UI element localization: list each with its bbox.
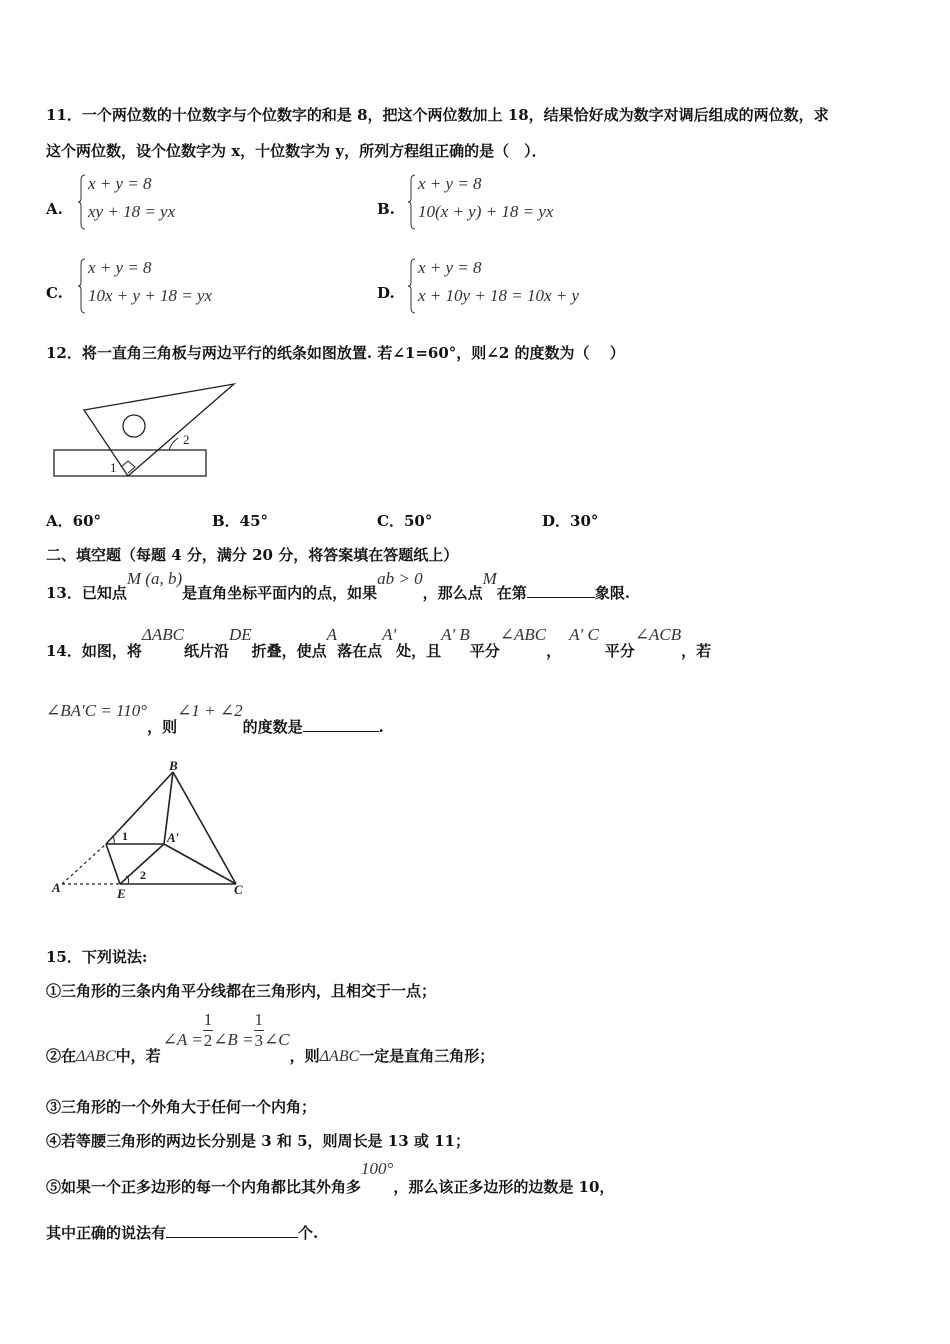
equation-2: 10x + y + 18 = yx [88, 286, 213, 305]
label-angle-2: 2 [140, 868, 146, 882]
q15-conclusion-text-2: 个. [298, 1224, 319, 1242]
q13-text-2: 是直角坐标平面内的点，如果 [182, 584, 378, 602]
q12-text: 12．将一直角三角板与两边平行的纸条如图放置. 若∠1=60°，则∠2 的度数为（ ） [46, 344, 625, 362]
brace-icon [408, 258, 416, 314]
label-angle-1: 1 [122, 829, 128, 843]
q13-text-5: 象限. [594, 584, 631, 602]
q14-text-7: ， [546, 642, 562, 660]
q15-s2-angle-c: ∠C [264, 1029, 290, 1049]
q12-option-a: A．60° [46, 512, 102, 530]
q14-a: A [326, 625, 338, 644]
q15-conclusion-text-1: 其中正确的说法有 [46, 1224, 167, 1242]
label-e: E [117, 886, 126, 901]
label-a: A [52, 880, 61, 895]
q15-s2-text-3: ，则 [289, 1046, 320, 1065]
q15-s5-text-1: ⑤如果一个正多边形的每一个内角都比其外角多 [46, 1178, 362, 1196]
q15-s2-angle-a: ∠A = [162, 1029, 203, 1049]
q14-line1 [46, 624, 711, 664]
label-b: B [169, 758, 178, 773]
q14-de: DE [228, 625, 252, 644]
q15-s2-fraction-third [254, 1010, 265, 1051]
q14-text-12: . [378, 718, 384, 736]
equation-1: x + y = 8 [418, 174, 482, 193]
q15-conclusion [46, 1222, 318, 1243]
q14-text-9: ，若 [681, 642, 712, 660]
equation-1: x + y = 8 [88, 258, 152, 277]
q14-answer-blank[interactable] [303, 717, 379, 732]
section-2-heading: 二、填空题（每题 4 分，满分 20 分，将答案填在答题纸上） [46, 546, 459, 564]
set-square [84, 384, 234, 476]
fraction-numerator: 1 [203, 1010, 213, 1029]
q11-option-b-label: B. [377, 200, 395, 218]
q14-figure [48, 758, 258, 904]
fraction-denominator: 2 [203, 1031, 213, 1050]
q12-figure [48, 378, 248, 483]
equation-2: 10(x + y) + 18 = yx [418, 202, 554, 221]
brace-icon [78, 258, 86, 314]
angle-1-label: 1 [110, 460, 117, 475]
q14-text-3: 折叠，使点 [251, 642, 327, 660]
q15-s5-angle: 100° [361, 1159, 394, 1178]
q14-angle-sum: ∠1 + ∠2 [177, 701, 243, 720]
q14-text-1: 14．如图，将 [46, 642, 142, 660]
brace-icon [408, 174, 416, 230]
q15-statement-2 [46, 1010, 495, 1065]
q14-angle-abc: ∠ABC [499, 625, 547, 644]
q14-text-4: 落在点 [337, 642, 383, 660]
q13-m: M [482, 569, 497, 588]
q13-text-1: 13．已知点 [46, 584, 127, 602]
q14-a-prime-b: A' B [441, 625, 470, 644]
equation-1: x + y = 8 [418, 258, 482, 277]
q14-text-11: 的度数是 [242, 718, 303, 736]
side-bd [106, 772, 173, 844]
equation-1: x + y = 8 [88, 174, 152, 193]
q12-option-d: D．30° [542, 512, 599, 530]
q15-s5-text-2: ，那么该正多边形的边数是 10， [393, 1178, 615, 1196]
q15-s2-fraction-half [203, 1010, 214, 1051]
set-square-hole [123, 415, 145, 437]
q15-answer-blank[interactable] [166, 1223, 298, 1238]
q13-answer-blank[interactable] [527, 583, 595, 598]
q12-option-c: C．50° [377, 512, 433, 530]
q14-text-8: 平分 [604, 642, 635, 660]
q14-line2 [46, 700, 384, 740]
q15-s2-text-2: 中，若 [115, 1046, 161, 1065]
q11-option-c-label: C. [46, 284, 63, 302]
brace-icon [78, 174, 86, 230]
q15-s2-text-1: ②在 [46, 1046, 77, 1065]
q14-text-6: 平分 [469, 642, 500, 660]
equation-2: xy + 18 = yx [88, 202, 176, 221]
q11-line1: 11．一个两位数的十位数字与个位数字的和是 8，把这个两位数加上 18，结果恰好成为数字对调后组成的两位数，求 [46, 106, 829, 124]
q15-s2-triangle-2: ΔABC [319, 1047, 360, 1065]
q15-statement-4: ④若等腰三角形的两边长分别是 3 和 5，则周长是 13 或 11； [46, 1132, 470, 1150]
q14-text-5: 处，且 [396, 642, 442, 660]
q14-a-prime-c: A' C [569, 625, 599, 644]
label-a-prime: A′ [167, 830, 180, 845]
fraction-numerator: 1 [254, 1010, 264, 1029]
q14-text-10: ，则 [147, 718, 178, 736]
q13 [46, 568, 630, 608]
q15-s2-text-4: 一定是直角三角形； [359, 1046, 495, 1065]
q15-statement-5 [46, 1158, 614, 1198]
q14-a-prime: A' [382, 625, 397, 644]
q15-statement-1: ①三角形的三条内角平分线都在三角形内，且相交于一点； [46, 982, 437, 1000]
q15-title: 15．下列说法: [46, 948, 148, 966]
label-c: C [234, 882, 243, 897]
q15-statement-3: ③三角形的一个外角大于任何一个内角； [46, 1098, 317, 1116]
fold-de [106, 844, 120, 884]
q14-text-2: 纸片沿 [183, 642, 229, 660]
q11-option-d-label: D. [377, 284, 395, 302]
q12-option-b: B．45° [212, 512, 269, 530]
q11-line2: 这个两位数，设个位数字为 x，十位数字为 y，所列方程组正确的是（ ）． [46, 142, 547, 160]
q15-s2-angle-b: ∠B = [213, 1029, 254, 1049]
q11-option-a-label: A. [46, 200, 63, 218]
fraction-denominator: 3 [254, 1031, 264, 1050]
q14-triangle: ΔABC [141, 625, 184, 644]
q15-s2-triangle-1: ΔABC [76, 1047, 116, 1065]
q13-condition: ab > 0 [377, 569, 423, 588]
q14-angle-acb: ∠ACB [634, 625, 682, 644]
dashed-ad [62, 844, 106, 884]
q13-text-4: 在第 [496, 584, 527, 602]
angle-2-label: 2 [183, 432, 190, 447]
q13-point-m: M (a, b) [126, 569, 183, 588]
equation-2: x + 10y + 18 = 10x + y [418, 286, 580, 305]
q14-given-angle: ∠BA′C = 110° [46, 701, 148, 720]
q13-text-3: ，那么点 [422, 584, 483, 602]
